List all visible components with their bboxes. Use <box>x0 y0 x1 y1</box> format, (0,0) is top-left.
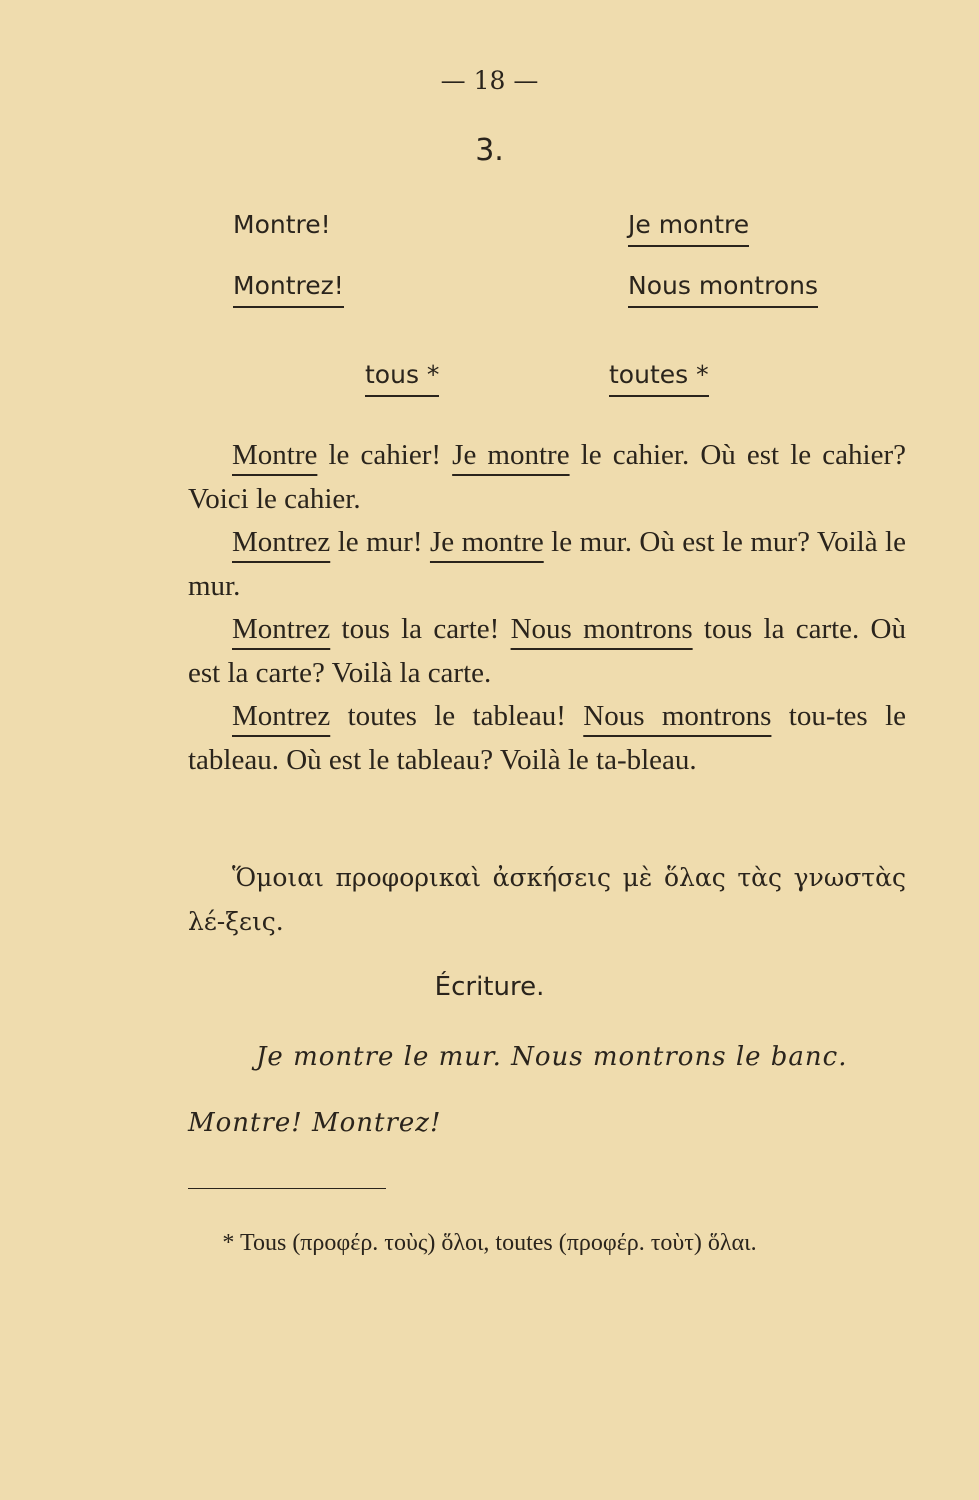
handwriting-line-1: Je montre le mur. Nous montrons le banc. <box>256 1042 848 1072</box>
page-number: — 18 — <box>440 66 539 95</box>
greek-note: Ὅμοιαι προφορικαὶ ἀσκήσεις μὲ ὅλας τὰς γνωστὰς λέ-ξεις. <box>188 863 906 936</box>
vocab-je-montre: Je montre <box>628 210 749 247</box>
exercise-line-4: Montrez toutes le tableau! Nous montrons tou-tes le tableau. Où est le tableau? Voilà le ta-bleau. <box>188 700 906 776</box>
vocab-montre: Montre! <box>233 210 331 239</box>
lesson-number: 3. <box>475 133 504 168</box>
exercise-text <box>188 434 906 782</box>
handwriting-line-2: Montre! Montrez! <box>188 1108 442 1138</box>
footnote: * Tous (προφέρ. τοὺς) ὅλοι, toutes (προφέρ. τοὺτ) ὅλαι. <box>222 1230 757 1256</box>
vocab-toutes: toutes * <box>609 360 709 397</box>
footnote-divider <box>188 1188 386 1189</box>
exercise-line-2: Montrez le mur! Je montre le mur. Où est le mur? Voilà le mur. <box>188 526 906 602</box>
vocab-nous-montrons: Nous montrons <box>628 271 818 308</box>
ecriture-heading: Écriture. <box>434 972 545 1002</box>
vocab-montrez: Montrez! <box>233 271 344 308</box>
vocab-tous: tous * <box>365 360 439 397</box>
exercise-line-3: Montrez tous la carte! Nous montrons tous la carte. Où est la carte? Voilà la carte. <box>188 613 906 689</box>
exercise-line-1: Montre le cahier! Je montre le cahier. Où est le cahier? Voici le cahier. <box>188 439 906 515</box>
